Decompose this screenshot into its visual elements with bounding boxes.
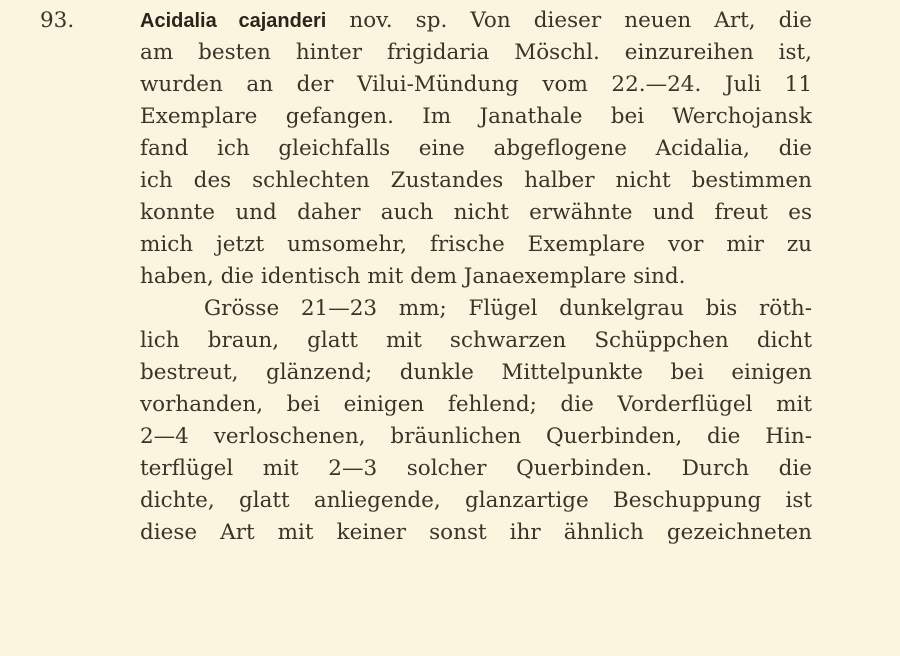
species-name: Acidalia cajanderi xyxy=(140,10,327,32)
text-line: vorhanden, bei einigen fehlend; die Vorderflügel mit xyxy=(140,392,812,417)
text-line: dichte, glatt anliegende, glanzartige Beschuppung ist xyxy=(140,488,812,513)
entry-number: 93. xyxy=(40,8,75,33)
text-line-first xyxy=(140,5,812,37)
first-line-rest: nov. sp. Von dieser neuen Art, die xyxy=(326,8,812,33)
text-line: 2—4 verloschenen, bräunlichen Querbinden, die Hin- xyxy=(140,424,812,449)
text-line: terflügel mit 2—3 solcher Querbinden. Durch die xyxy=(140,456,812,481)
paragraph-start-line: Grösse 21—23 mm; Flügel dunkelgrau bis röth- xyxy=(204,296,812,321)
paragraph-end-line: haben, die identisch mit dem Janaexemplare sind. xyxy=(140,264,686,289)
text-line: konnte und daher auch nicht erwähnte und freut es xyxy=(140,200,812,225)
text-line: lich braun, glatt mit schwarzen Schüppchen dicht xyxy=(140,328,812,353)
text-line: mich jetzt umsomehr, frische Exemplare vor mir zu xyxy=(140,232,812,257)
text-line: fand ich gleichfalls eine abgeflogene Acidalia, die xyxy=(140,136,812,161)
text-line: ich des schlechten Zustandes halber nicht bestimmen xyxy=(140,168,812,193)
text-line: Exemplare gefangen. Im Janathale bei Werchojansk xyxy=(140,104,812,129)
text-line: am besten hinter frigidaria Möschl. einzureihen ist, xyxy=(140,40,812,65)
text-line: bestreut, glänzend; dunkle Mittelpunkte bei einigen xyxy=(140,360,812,385)
text-line: diese Art mit keiner sonst ihr ähnlich gezeichneten xyxy=(140,520,812,545)
text-line: wurden an der Vilui-Mündung vom 22.—24. Juli 11 xyxy=(140,72,812,97)
